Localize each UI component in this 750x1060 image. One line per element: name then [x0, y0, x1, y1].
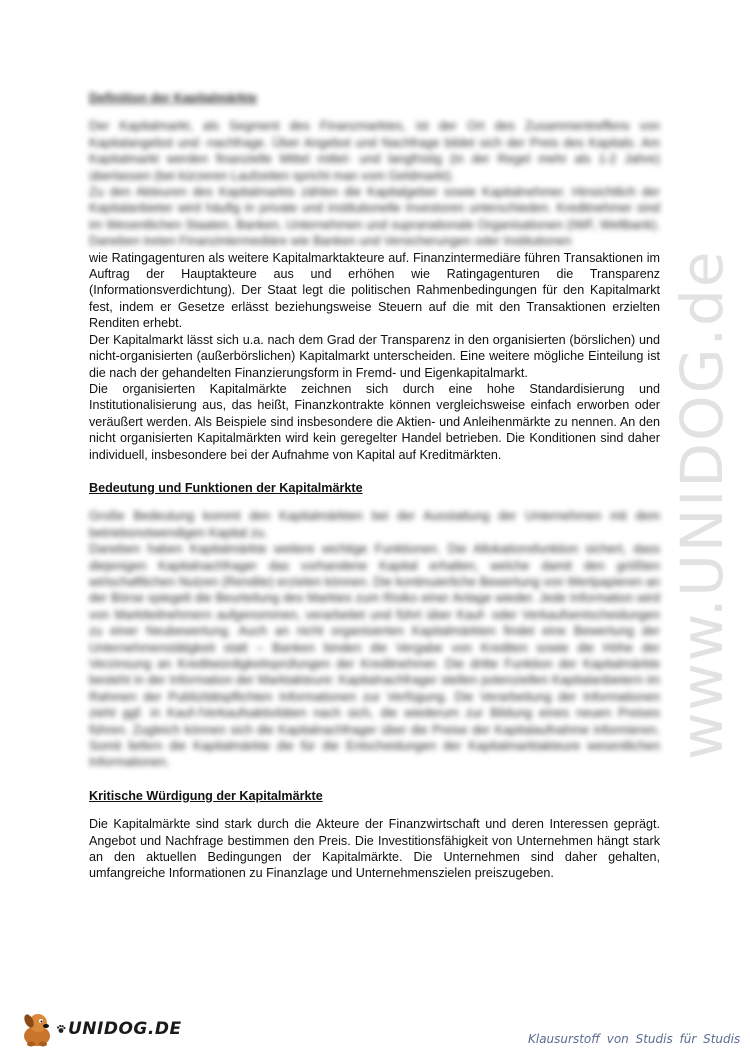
footer-slogan: Klausurstoff von Studis für Studis: [528, 1032, 741, 1046]
paragraph-blurred: Der Kapitalmarkt, als Segment des Finanzmarktes, ist der Ort des Zusammentreffens von Kapitalangebot und -nachfrage. Über Angebot und Nachfrage bildet sich der Preis des Kapitals. Am Kapitalmarkt werden finanzielle Mittel mittel- und langfristig (in der Regel mehr als 1-2 Jahre) überlassen (bei kürzeren Laufzeiten spricht man vom Geldmarkt).: [89, 119, 660, 183]
logo-text: UNIDOG.DE: [68, 1019, 182, 1039]
paragraph-blurred: Zu den Akteuren des Kapitalmarkts zählen die Kapitalgeber sowie Kapitalnehmer. Hinsichtlich der Kapitalanbieter wird häufig in private und institutionelle Investoren unterschieden. Kreditnehmer sind im Wesentlichen Staaten, Banken, Unternehmen und supranationale Organisationen (IWF, Weltbank). Daneben treten Finanzintermediäre wie Banken und Versicherungen oder Institutionen: [89, 185, 660, 249]
paragraph: Die organisierten Kapitalmärkte zeichnen sich durch eine hohe Standardisierung und Institutionalisierung aus, das heißt, Finanzkontrakte können vergleichsweise einfach erworben oder veräußert werden. Als Beispiele sind insbesondere die Aktien- und Anleihenmärkte zu nennen. An den nicht organisierten Kapitalmärkten wird kein geregelter Handel betrieben. Die Konditionen sind daher individuell, insbesondere bei der Aufnahme von Kapital auf Kreditmärkten.: [89, 381, 660, 462]
section-heading-kritik: Kritische Würdigung der Kapitalmärkte: [89, 788, 323, 803]
paw-icon: [56, 1024, 66, 1034]
section-heading-bedeutung: Bedeutung und Funktionen der Kapitalmärkte: [89, 480, 363, 495]
paragraph-blurred: Daneben haben Kapitalmärkte weitere wichtige Funktionen. Die Allokationsfunktion sichert, dass diejenigen Kapitalnachfrager das vorhandene Kapital erhalten, welche damit den größten wirtschaftlichen Nutzen (Rendite) erzielen können. Die kontinuierliche Bewertung von Wertpapieren an der Börse spiegelt die Beurteilung des Marktes zum Risiko einer Anlage wieder. Jede Information wird von Marktteilnehmern aufgenommen, verarbeitet und führt über Kauf- oder Verkaufsentscheidungen zu einer Neubewertung. Auch an nicht organisierten Kapitalmärkten findet eine Bewertung der Unternehmenstätigkeit statt – Banken binden die Vergabe von Krediten sowie die Höhe der Verzinsung an Kreditwürdigkeitsprüfungen der Kreditnehmer. Die dritte Funktion der Kapitalmärkte besteht in der Information der Marktakteure: Kapitalnachfrager stellen potenziellen Kapitalanbietern im Rahmen der Publizitätspflichten Informationen zur Verfügung. Die Verarbeitung der Informationen zieht ggf. in Kauf-/Verkaufsaktivitäten nach sich, die wiederum zur Bildung eines neuen Preises führen. Zugleich können sich die Kapitalnachfrager über die Preise der Kapitalaufnahme informieren. Somit liefern die Kapitalmärkte die für die Entscheidungen der Kapitalmarktakteure wesentlichen Informationen.: [89, 542, 660, 770]
paragraph: wie Ratingagenturen als weitere Kapitalmarktakteure auf. Finanzintermediäre führen Transaktionen im Auftrag der Hauptakteure aus und erhöhen wie Ratingagenturen die Transparenz (Informationsverdichtung). Der Staat legt die politischen Rahmenbedingungen für den Kapitalmarkt fest, indem er Gesetze erlässt beziehungsweise Steuern auf die mit den Transaktionen erzielten Renditen erhebt.: [89, 250, 660, 331]
unidog-logo: [18, 1010, 182, 1048]
dog-mascot-icon: [18, 1010, 56, 1048]
section-heading-definition: Definition der Kapitalmärkte: [89, 91, 257, 105]
paragraph: Die Kapitalmärkte sind stark durch die Akteure der Finanzwirtschaft und deren Interessen geprägt. Angebot und Nachfrage bestimmen den Preis. Die Investitionsfähigkeit von Unternehmen hängt stark an den aktuellen Bedingungen der Kapitalmärkte. Die Unternehmen sind daher gehalten, umfangreiche Informationen zu Finanzlage und Unternehmenszielen preiszugeben.: [89, 817, 660, 881]
paragraph-blurred: Große Bedeutung kommt den Kapitalmärkten bei der Ausstattung der Unternehmen mit dem betriebsnotwendigen Kapital zu.: [89, 509, 660, 540]
paragraph: Der Kapitalmarkt lässt sich u.a. nach dem Grad der Transparenz in den organisierten (börslichen) und nicht-organisierten (außerbörslichen) Kapitalmarkt unterscheiden. Eine weitere mögliche Einteilung ist die nach der gehandelten Finanzierungsform in Fremd- und Eigenkapitalmarkt.: [89, 332, 660, 380]
watermark: www.UNIDOG.de: [668, 249, 736, 760]
document-body: [89, 90, 660, 882]
